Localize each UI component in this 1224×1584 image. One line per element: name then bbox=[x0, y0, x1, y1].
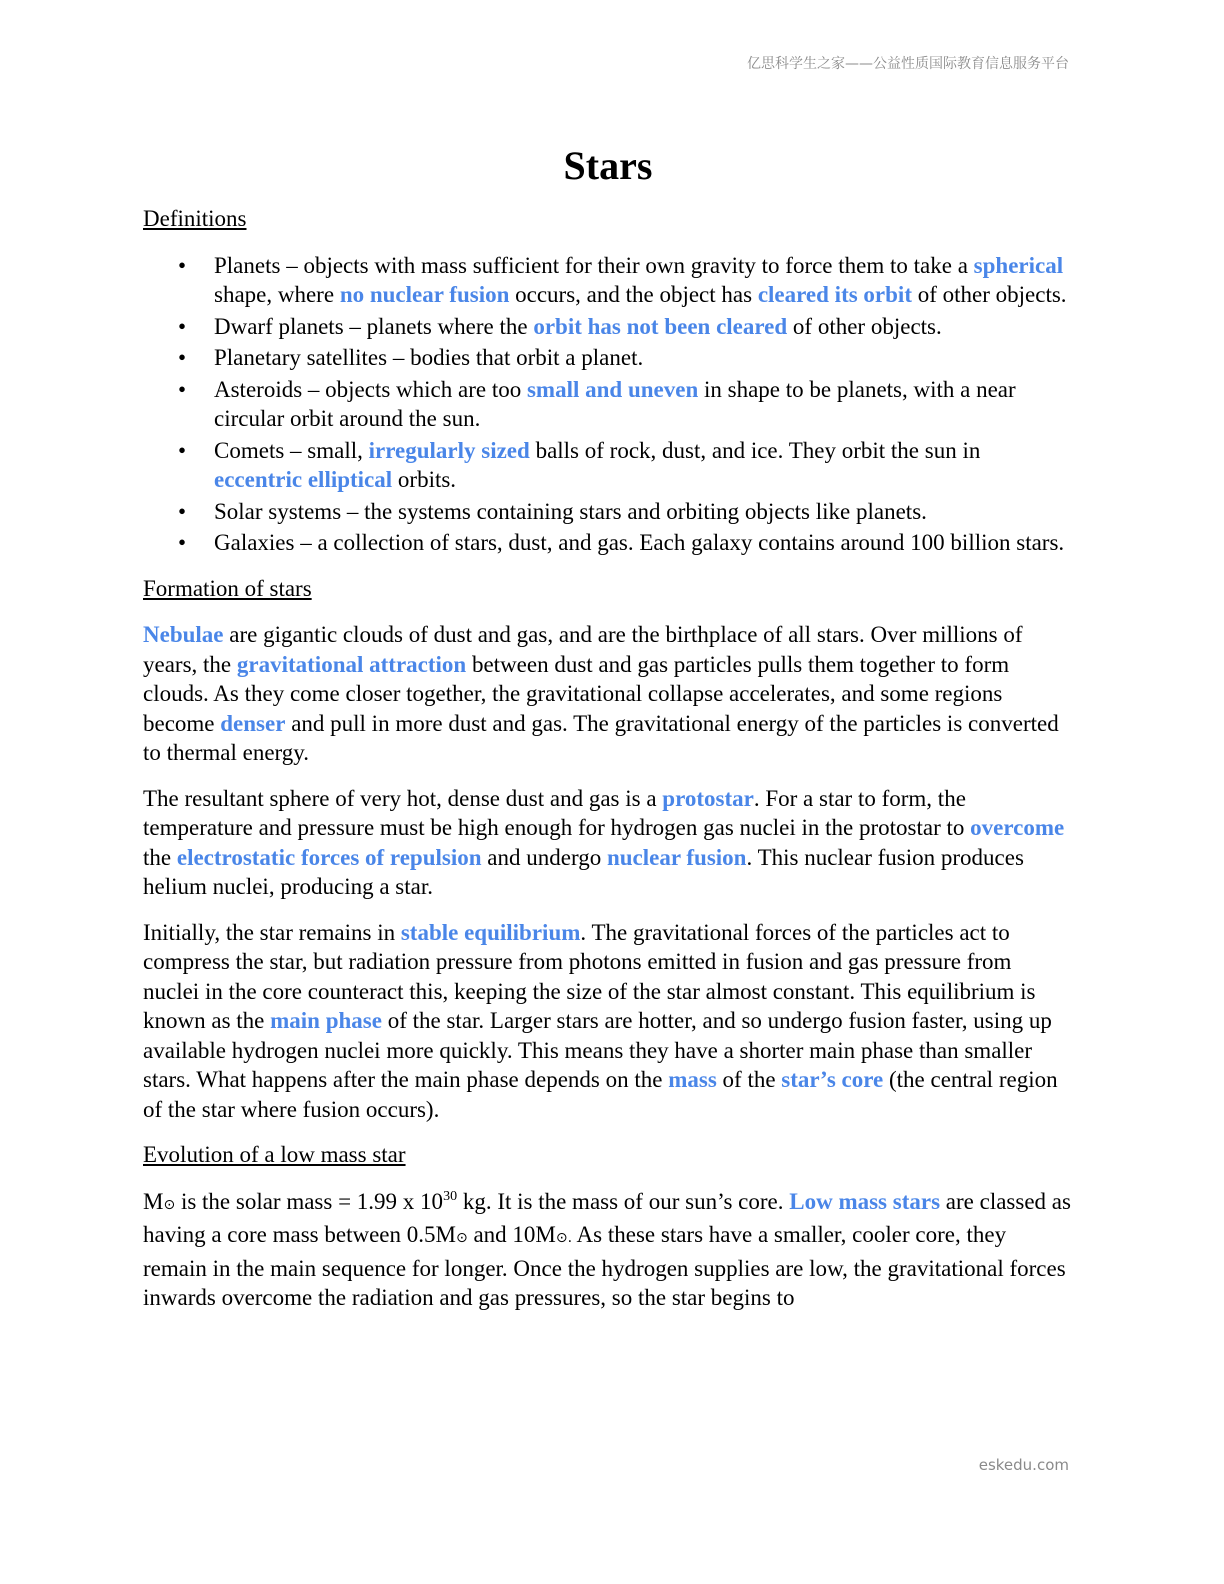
formation-paragraphs bbox=[143, 620, 1073, 1124]
text-run: and undergo bbox=[481, 844, 607, 870]
text-run: shape, where bbox=[214, 282, 340, 307]
text-run: Dwarf planets – planets where the bbox=[214, 313, 534, 339]
text-run: Planetary satellites – bodies that orbit a planet. bbox=[214, 345, 644, 370]
formation-paragraph bbox=[143, 918, 1073, 1125]
highlighted-term: small and uneven bbox=[526, 376, 699, 402]
solar-mass-symbol: ⊙. bbox=[555, 1230, 573, 1246]
definitions-heading: Definitions bbox=[143, 206, 247, 231]
highlighted-term: overcome bbox=[970, 815, 1065, 840]
text-run: The resultant sphere of very hot, dense dust and gas is a bbox=[143, 785, 663, 811]
text-run: orbits. bbox=[392, 467, 457, 492]
text-run: of other objects. bbox=[911, 282, 1067, 307]
definition-item bbox=[214, 436, 1073, 495]
text-run: (the central region of the star where fusion occurs). bbox=[143, 1067, 1058, 1122]
text-run: is the solar mass = 1.99 x 10 bbox=[175, 1188, 444, 1214]
definition-item bbox=[214, 528, 1073, 558]
formation-heading: Formation of stars bbox=[143, 575, 312, 601]
text-run: . The gravitational forces of the particles act to compress the star, but radiation pressure from photons emitted in fusion and gas pressure from nuclei in the core counteract this, keeping the size of the star almost constant. This equilibrium is known as the bbox=[143, 919, 1036, 1033]
highlighted-term: protostar bbox=[662, 785, 754, 811]
highlighted-term: irregularly sized bbox=[368, 437, 530, 463]
highlighted-term: star’s core bbox=[781, 1067, 884, 1092]
text-run: As these stars have a smaller, cooler core, they remain in the main sequence for longer. Once the hydrogen supplies are low, the gravitational forces inwards overcome the radiation and gas pressures, so the star begins to bbox=[143, 1222, 1066, 1310]
text-run: . This nuclear fusion produces helium nuclei, producing a star. bbox=[143, 844, 1024, 899]
text-run: Comets – small, bbox=[214, 437, 369, 463]
text-run: balls of rock, dust, and ice. They orbit the sun in bbox=[529, 437, 981, 463]
text-run: of other objects. bbox=[787, 313, 942, 339]
highlighted-term: no nuclear fusion bbox=[339, 282, 510, 307]
text-run: in shape to be planets, with a near circular orbit around the sun. bbox=[214, 376, 1016, 431]
text-run: between dust and gas particles pulls them together to form clouds. As they come closer together, the gravitational collapse accelerates, and some regions become bbox=[143, 651, 1010, 736]
highlighted-term: gravitational attraction bbox=[236, 651, 467, 677]
highlighted-term: Nebulae bbox=[143, 622, 224, 647]
highlighted-term: cleared its orbit bbox=[757, 282, 912, 307]
definition-item bbox=[214, 251, 1073, 310]
text-run: Galaxies – a collection of stars, dust, and gas. Each galaxy contains around 100 billion stars. bbox=[214, 530, 1065, 555]
superscript-exponent: 30 bbox=[443, 1188, 458, 1204]
text-run: of the bbox=[716, 1067, 782, 1092]
highlighted-term: electrostatic forces of repulsion bbox=[176, 844, 482, 870]
highlighted-term: Low mass stars bbox=[789, 1188, 941, 1214]
formation-paragraph bbox=[143, 784, 1073, 902]
highlighted-term: main phase bbox=[270, 1008, 382, 1033]
highlighted-term: eccentric elliptical bbox=[214, 467, 393, 492]
solar-mass-symbol: ⊙ bbox=[455, 1230, 468, 1246]
document-body bbox=[143, 140, 1073, 1329]
definitions-list bbox=[143, 251, 1073, 558]
highlighted-term: orbit has not been cleared bbox=[533, 313, 788, 339]
definition-item bbox=[214, 343, 1073, 373]
text-run: kg. It is the mass of our sun’s core. bbox=[457, 1188, 790, 1214]
text-run: Initially, the star remains in bbox=[143, 919, 401, 945]
text-run: the bbox=[143, 844, 177, 870]
solar-mass-symbol: ⊙ bbox=[163, 1196, 176, 1213]
highlighted-term: stable equilibrium bbox=[400, 919, 581, 945]
text-run: are gigantic clouds of dust and gas, and are the birthplace of all stars. Over millions of years, the bbox=[143, 622, 1023, 677]
text-run: Asteroids – objects which are too bbox=[214, 376, 527, 402]
formation-paragraph bbox=[143, 620, 1073, 768]
header-site-text: 亿思科学生之家——公益性质国际教育信息服务平台 bbox=[747, 56, 1069, 72]
highlighted-term: mass bbox=[668, 1067, 717, 1092]
evolution-paragraph bbox=[143, 1187, 1073, 1313]
page-title: Stars bbox=[563, 143, 653, 188]
text-run: Solar systems – the systems containing stars and orbiting objects like planets. bbox=[214, 498, 927, 524]
text-run: M bbox=[143, 1188, 164, 1214]
highlighted-term: spherical bbox=[973, 252, 1064, 278]
evolution-heading: Evolution of a low mass star bbox=[143, 1142, 406, 1167]
text-run: of the star. Larger stars are hotter, and so undergo fusion faster, using up available hydrogen nuclei more quickly. This means they have a shorter main phase than smaller stars. What happens after the main phase depends on the bbox=[143, 1008, 1052, 1092]
text-run: are classed as having a core mass between 0.5M bbox=[143, 1188, 1071, 1247]
text-run: and pull in more dust and gas. The gravitational energy of the particles is converted to thermal energy. bbox=[143, 710, 1059, 765]
definition-item bbox=[214, 375, 1073, 434]
text-run: . For a star to form, the temperature and pressure must be high enough for hydrogen gas nuclei in the protostar to bbox=[143, 785, 971, 840]
highlighted-term: denser bbox=[220, 710, 286, 736]
highlighted-term: nuclear fusion bbox=[606, 844, 747, 870]
definition-item bbox=[214, 312, 1073, 342]
footer-domain-text: eskedu.com bbox=[978, 1456, 1069, 1474]
definition-item bbox=[214, 497, 1073, 527]
text-run: occurs, and the object has bbox=[509, 282, 758, 307]
text-run: and 10M bbox=[467, 1222, 556, 1247]
text-run: Planets – objects with mass sufficient for their own gravity to force them to take a bbox=[214, 252, 974, 278]
